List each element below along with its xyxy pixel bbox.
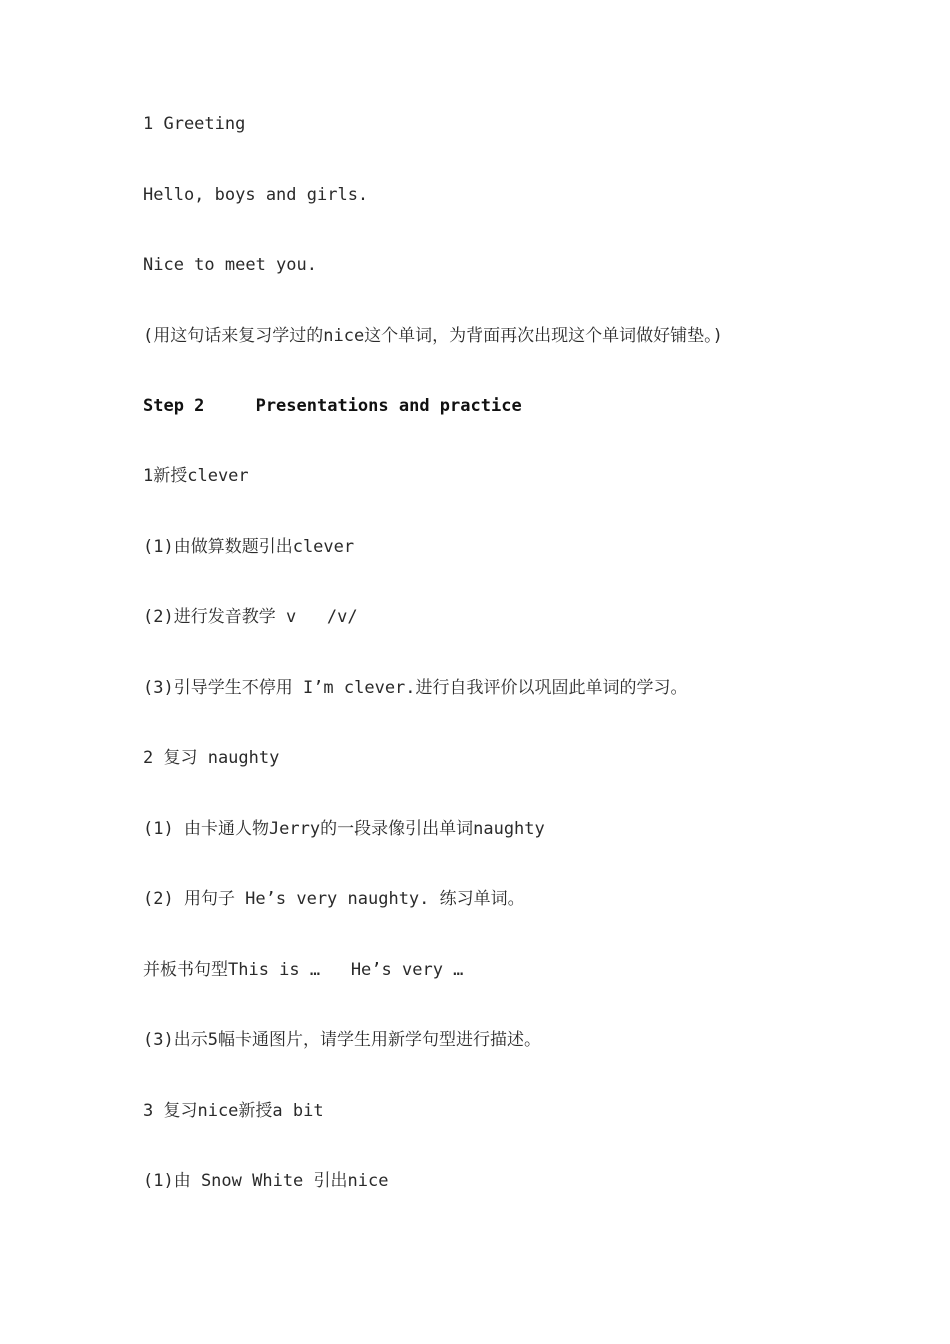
section-2-heading: 2 复习 naughty [143, 748, 280, 768]
section-1-heading: 1新授clever [143, 466, 249, 486]
section-1-item-1: (1)由做算数题引出clever [143, 537, 355, 557]
section-1-item-3: (3)引导学生不停用 I’m clever.进行自我评价以巩固此单词的学习。 [143, 678, 688, 698]
step-2-heading: Step 2 Presentations and practice [143, 396, 522, 416]
section-2-item-1: (1) 由卡通人物Jerry的一段录像引出单词naughty [143, 819, 545, 839]
section-2-board-note: 并板书句型This is … He’s very … [143, 960, 464, 980]
greeting-note: (用这句话来复习学过的nice这个单词，为背面再次出现这个单词做好铺垫。) [143, 326, 723, 346]
section-3-item-1: (1)由 Snow White 引出nice [143, 1171, 389, 1191]
section-2-item-3: (3)出示5幅卡通图片，请学生用新学句型进行描述。 [143, 1030, 541, 1050]
greeting-line-2: Nice to meet you. [143, 255, 317, 275]
section-3-heading: 3 复习nice新授a bit [143, 1101, 324, 1121]
greeting-line-1: Hello, boys and girls. [143, 185, 369, 205]
section-1-item-2: (2)进行发音教学 v /v/ [143, 607, 358, 627]
heading-greeting: 1 Greeting [143, 114, 246, 134]
section-2-item-2: (2) 用句子 He’s very naughty. 练习单词。 [143, 889, 525, 909]
